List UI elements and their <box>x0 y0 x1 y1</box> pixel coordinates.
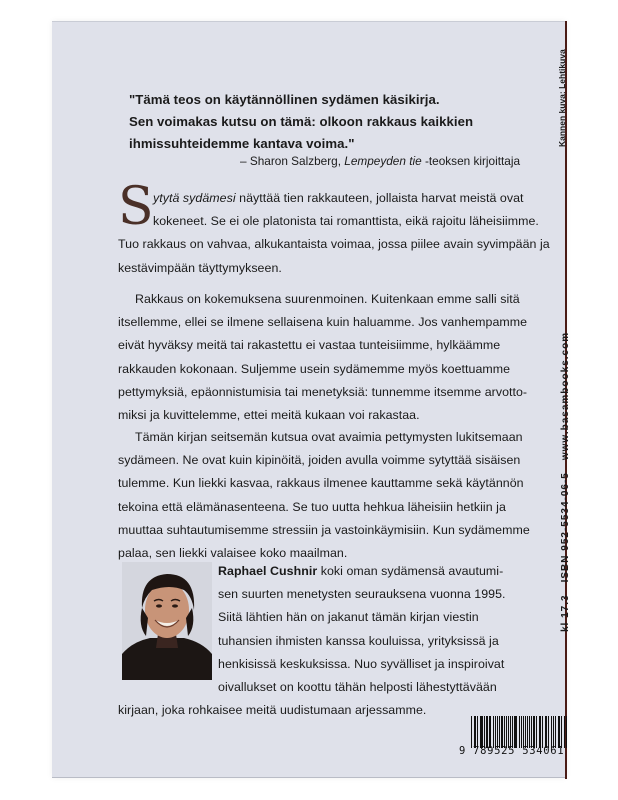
barcode-bar <box>514 716 515 748</box>
barcode-bar <box>548 716 549 748</box>
paragraph-line: tekoina että elämänasenteena. Se tuo uutta hehkua läheisiin hetkiin ja <box>118 499 506 514</box>
intro-paragraph <box>118 177 558 280</box>
book-title-italic: ytytä sydämesi <box>153 191 236 205</box>
barcode-bar <box>558 716 559 748</box>
barcode-bar <box>490 716 491 748</box>
quote-attribution <box>240 154 560 168</box>
isbn-barcode <box>459 716 567 761</box>
barcode-bars <box>471 716 567 748</box>
barcode-bar <box>515 716 516 748</box>
barcode-bar <box>536 716 537 748</box>
paragraph-line: palaa, sen liekki valaisee koko maailman. <box>118 546 348 561</box>
barcode-digits: 9 789525 534061 <box>459 745 565 757</box>
body-paragraph-3 <box>118 426 558 565</box>
barcode-bar <box>501 716 503 748</box>
barcode-bar <box>481 716 483 748</box>
barcode-bar <box>510 716 511 748</box>
barcode-bar <box>506 716 507 748</box>
paragraph-line: Tämän kirjan seitsemän kutsua ovat avaimia pettymysten lukitsemaan <box>135 430 523 444</box>
barcode-bar <box>493 716 494 748</box>
body-paragraph-2 <box>118 288 558 427</box>
barcode-bar <box>540 716 541 748</box>
intro-line: kokeneet. Se ei ole platonista tai romanttista, eikä rajoitu läheisiimme. <box>153 214 539 229</box>
paragraph-line: tulemme. Kun liekki kasvaa, rakkaus ilmenee kauttamme sekä käytännön <box>118 476 524 491</box>
quote-line: Sen voimakas kutsu on tämä: olkoon rakkaus kaikkien <box>129 114 474 129</box>
barcode-bar <box>489 716 490 748</box>
isbn-number: ISBN 952-5534-06-5 <box>560 472 571 583</box>
dropcap-letter: S <box>118 177 154 237</box>
bio-line: kirjaan, joka rohkaisee meitä uudistumaan arjessamme. <box>118 703 427 718</box>
barcode-bar <box>525 716 526 748</box>
barcode-bar <box>512 716 513 748</box>
cover-photo-credit: Kannen kuva: Lehtikuva <box>557 49 567 147</box>
bio-line: Raphael Cushnir koki oman sydämensä avautumi- <box>218 564 504 578</box>
intro-line: ytytä sydämesi näyttää tien rakkauteen, jollaista harvat meistä ovat <box>153 191 524 205</box>
barcode-bar <box>477 716 478 748</box>
barcode-bar <box>497 716 498 748</box>
barcode-bar <box>542 716 543 748</box>
paragraph-line: rakkauden kokonaan. Suljemme usein sydämemme myös koettuamme <box>118 361 511 376</box>
barcode-bar <box>531 716 532 748</box>
author-name: Raphael Cushnir <box>218 564 318 578</box>
attribution-suffix: -teoksen kirjoittaja <box>421 154 521 168</box>
attribution-book-title: Lempeyden tie <box>344 154 422 168</box>
bio-line: henkisissä keskuksissa. Nuo syvälliset ja inspiroivat <box>218 656 505 671</box>
paragraph-line: eivät hyväksy meitä tai rakastettu ei vastaa tunteisiimme, hylkäämme <box>118 338 501 353</box>
barcode-bar <box>504 716 505 748</box>
author-bio <box>118 560 558 722</box>
paragraph-line: pettymyksiä, epäonnistumisia tai menetyksiä: tunnemme itsemme arvotto- <box>118 384 528 399</box>
barcode-bar <box>545 716 546 748</box>
bio-line: tuhansien ihmisten kanssa kouluissa, yrityksissä ja <box>218 633 499 648</box>
barcode-bar <box>555 716 556 748</box>
publisher-website: www.basambooks.com <box>560 331 571 461</box>
barcode-bar <box>471 716 472 748</box>
barcode-bar <box>508 716 509 748</box>
barcode-bar <box>566 716 567 748</box>
barcode-bar <box>480 716 481 748</box>
barcode-bar <box>499 716 500 748</box>
barcode-bar <box>484 716 485 748</box>
paragraph-line: muuttaa suhtautumisemme stressiin ja vastoinkäymisiin. Kun sydämemme <box>118 522 530 537</box>
barcode-bar <box>486 716 487 748</box>
barcode-bar <box>546 716 547 748</box>
bio-line: oivallukset on koottu tähän helposti lähestyttävään <box>218 680 497 695</box>
spine-info <box>560 332 571 632</box>
classification-code: kl 17.3 <box>560 594 571 632</box>
barcode-bar <box>523 716 524 748</box>
book-back-cover <box>52 21 566 778</box>
barcode-bar <box>551 716 552 748</box>
bio-line: sen suurten menetysten seurauksena vuonna 1995. <box>218 587 506 602</box>
barcode-bar <box>519 716 521 748</box>
quote-line: ihmissuhteidemme kantava voima." <box>129 136 355 151</box>
bio-line: Siitä lähtien hän on jakanut tämän kirjan viestin <box>218 610 479 625</box>
barcode-bar <box>521 716 522 748</box>
barcode-bar <box>533 716 535 748</box>
paragraph-line: itsellemme, ellei se ilmene sellaisena kuin haluamme. Jos vanhempamme <box>118 315 528 330</box>
barcode-bar <box>529 716 530 748</box>
attribution-prefix: – Sharon Salzberg, <box>240 154 345 168</box>
barcode-bar <box>539 716 540 748</box>
barcode-bar <box>495 716 496 748</box>
paragraph-line: miksi ja kuvittelemme, ettei meitä kukaan voi rakastaa. <box>118 408 420 423</box>
intro-line: kestävimpään täyttymykseen. <box>118 260 282 275</box>
quote-line: "Tämä teos on käytännöllinen sydämen käsikirja. <box>129 92 440 107</box>
barcode-bar <box>527 716 528 748</box>
barcode-bar <box>561 716 562 748</box>
barcode-bar <box>559 716 560 748</box>
barcode-bar <box>553 716 555 748</box>
barcode-bar <box>475 716 476 748</box>
barcode-bar <box>474 716 475 748</box>
paragraph-line: Rakkaus on kokemuksena suurenmoinen. Kuitenkaan emme salli sitä <box>135 292 520 306</box>
barcode-bar <box>564 716 565 748</box>
paragraph-line: sydämeen. Ne ovat kuin kipinöitä, joiden avulla voimme sytyttää sisäisen <box>118 453 521 468</box>
endorsement-quote <box>129 89 549 155</box>
intro-line: Tuo rakkaus on vahvaa, alkukantaista voimaa, jossa piilee avain syvimpään ja <box>118 237 550 252</box>
